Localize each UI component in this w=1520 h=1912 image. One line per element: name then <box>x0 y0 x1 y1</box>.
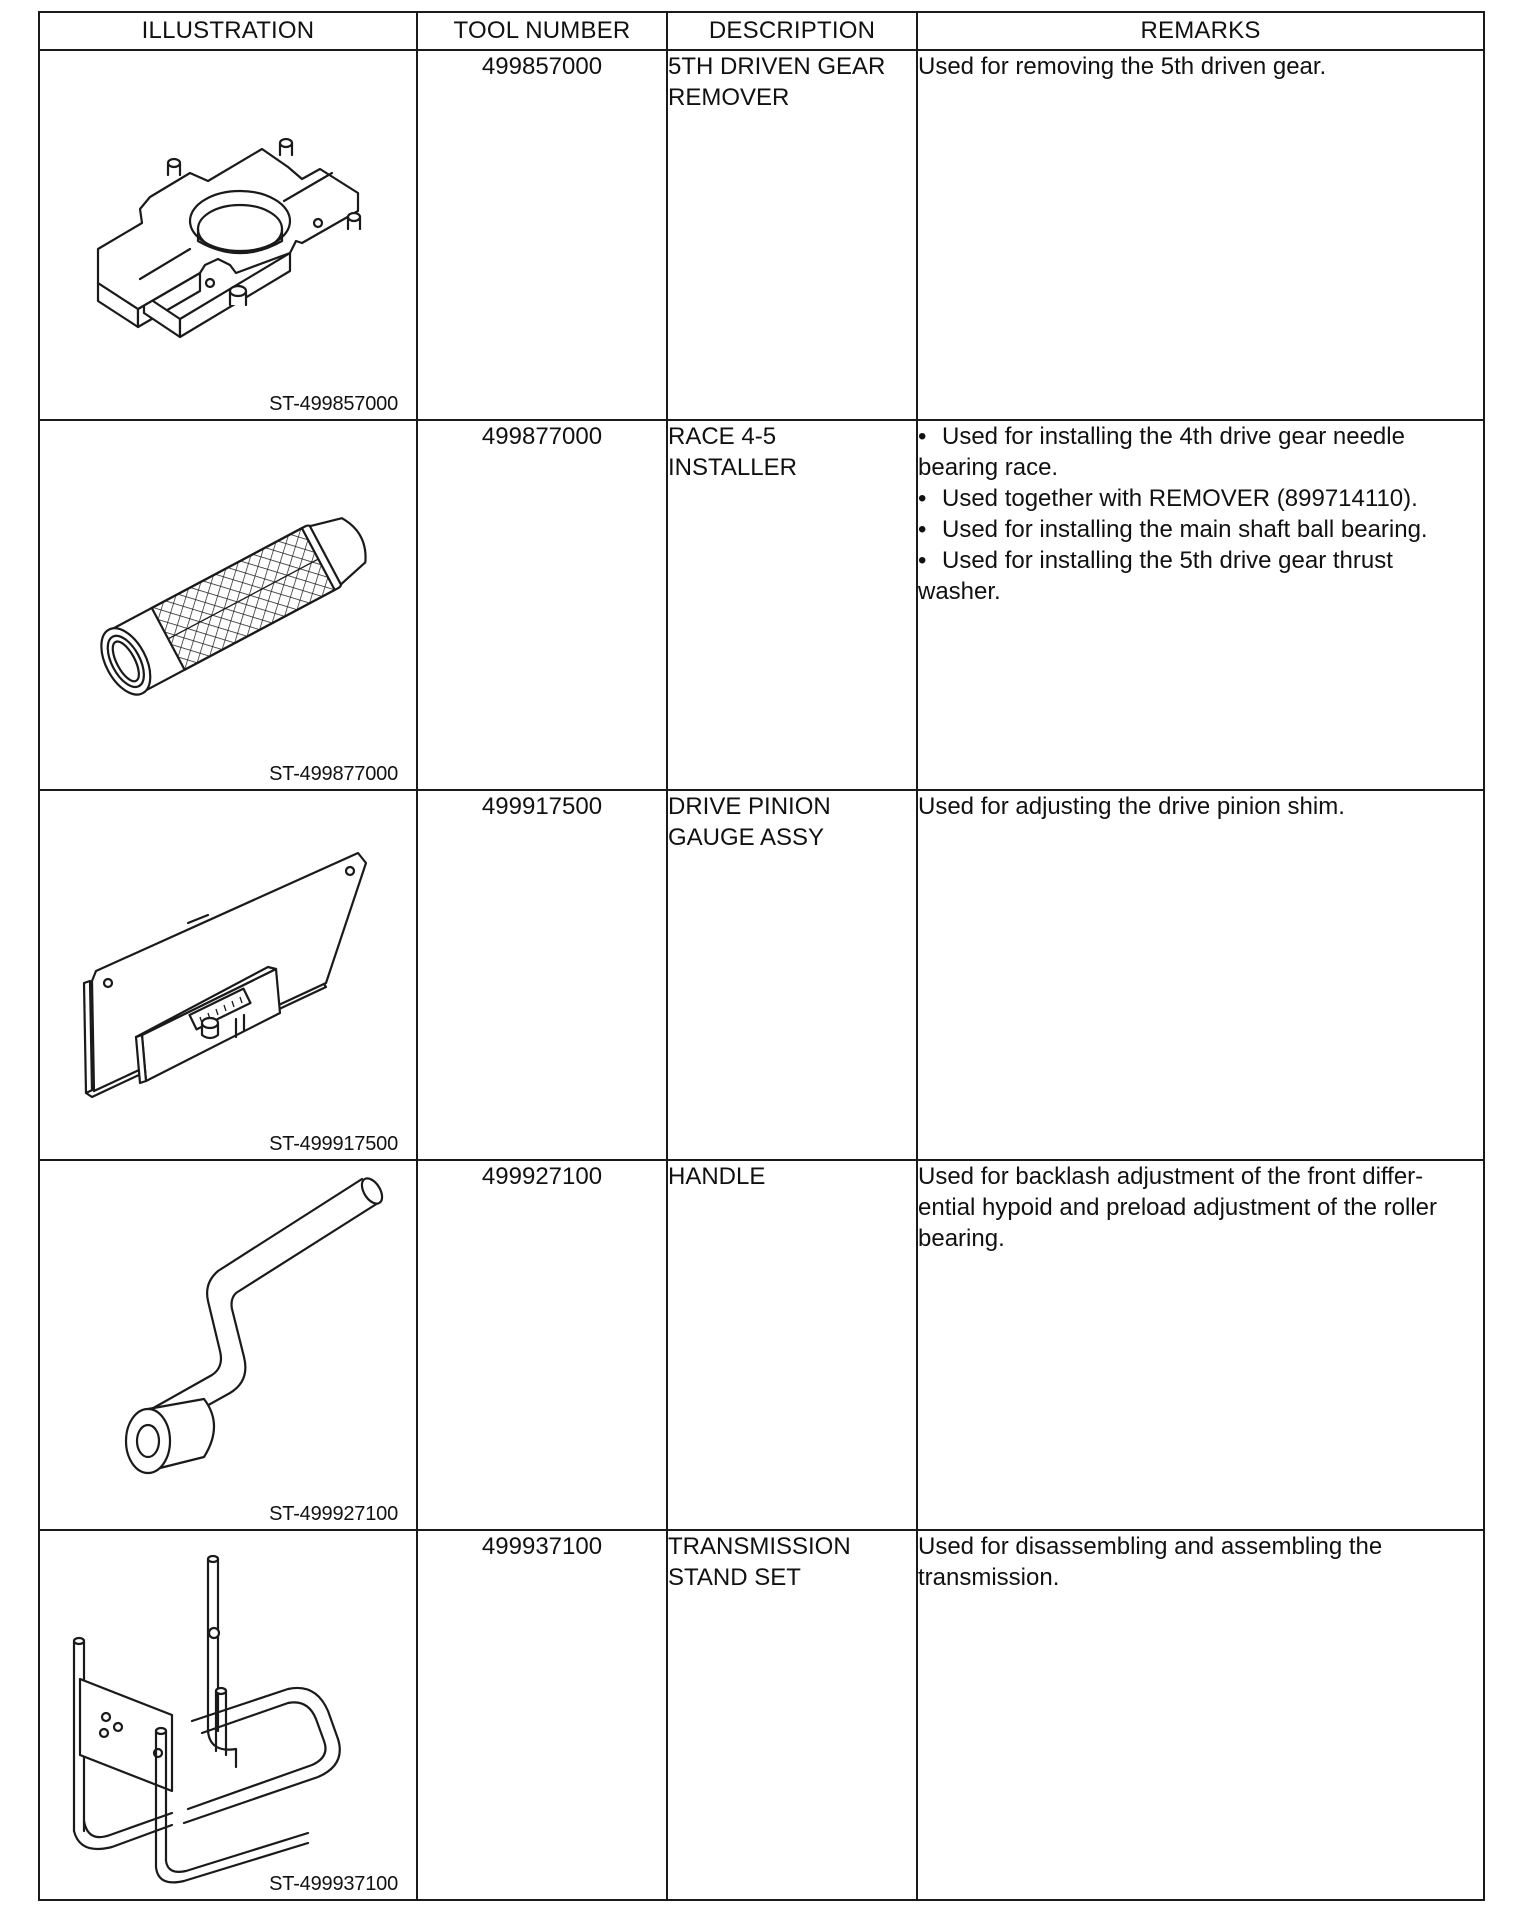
description-cell <box>667 1530 917 1900</box>
remarks-line: Used for disassembling and assembling the <box>918 1533 1383 1560</box>
description-cell <box>667 50 917 420</box>
tool-number: 499937100 <box>481 1533 603 1560</box>
description-line: HANDLE <box>668 1163 766 1190</box>
table-row <box>39 50 1484 420</box>
header-description: DESCRIPTION <box>667 12 917 50</box>
remark-bullet-text: bearing race. <box>918 454 1059 481</box>
table-row <box>39 420 1484 790</box>
tool-number: 499857000 <box>481 53 603 80</box>
illustration-cell <box>39 420 417 790</box>
remarks-cell <box>917 50 1484 420</box>
illustration-cell <box>39 790 417 1160</box>
tool-number-cell <box>417 50 667 420</box>
remark-bullet-text: Used together with REMOVER (899714110). <box>942 485 1418 512</box>
illustration-code: ST-499857000 <box>269 393 398 415</box>
remarks-cell <box>917 790 1484 1160</box>
table-row <box>39 790 1484 1160</box>
bullet-icon: • <box>918 423 927 450</box>
remark-bullet <box>918 545 1483 607</box>
bullet-icon: • <box>918 485 927 512</box>
header-row <box>39 12 1484 50</box>
remark-bullet-text: Used for installing the main shaft ball bearing. <box>942 516 1428 543</box>
remarks-cell <box>917 420 1484 790</box>
remarks-line: ential hypoid and preload adjustment of the roller <box>918 1194 1437 1221</box>
description-line: RACE 4-5 <box>668 423 777 450</box>
illustration-code: ST-499917500 <box>269 1133 398 1155</box>
header-tool-number: TOOL NUMBER <box>417 12 667 50</box>
tool-number-cell <box>417 420 667 790</box>
pinion-gauge-drawing <box>40 791 418 1159</box>
remarks-cell <box>917 1530 1484 1900</box>
race-installer-drawing <box>40 421 418 789</box>
handle-drawing <box>40 1161 418 1529</box>
illustration-code: ST-499927100 <box>269 1503 398 1525</box>
tool-number: 499917500 <box>481 793 603 820</box>
tool-number-cell <box>417 1160 667 1530</box>
description-line: TRANSMISSION <box>668 1533 851 1560</box>
description-line: DRIVE PINION <box>668 793 831 820</box>
bullet-icon: • <box>918 516 927 543</box>
description-line: INSTALLER <box>668 454 797 481</box>
tool-number-cell <box>417 790 667 1160</box>
bullet-icon: • <box>918 547 927 574</box>
remarks-line: Used for removing the 5th driven gear. <box>918 53 1327 80</box>
description-cell <box>667 790 917 1160</box>
remarks-line: transmission. <box>918 1564 1060 1591</box>
table-row <box>39 1160 1484 1530</box>
tool-number: 499877000 <box>481 423 603 450</box>
remarks-cell <box>917 1160 1484 1530</box>
description-line: REMOVER <box>668 84 790 111</box>
special-tools-table <box>38 11 1485 1901</box>
description-line: GAUGE ASSY <box>668 824 825 851</box>
gear-remover-drawing <box>40 51 418 419</box>
remark-bullet <box>918 421 1483 483</box>
remark-bullet-text: washer. <box>918 578 1001 605</box>
header-illustration: ILLUSTRATION <box>39 12 417 50</box>
description-cell <box>667 1160 917 1530</box>
header-remarks: REMARKS <box>917 12 1484 50</box>
remarks-line: Used for adjusting the drive pinion shim. <box>918 793 1345 820</box>
illustration-code: ST-499877000 <box>269 763 398 785</box>
illustration-code: ST-499937100 <box>269 1873 398 1895</box>
remarks-line: bearing. <box>918 1225 1005 1252</box>
description-cell <box>667 420 917 790</box>
remark-bullet <box>918 514 1483 545</box>
remarks-line: Used for backlash adjustment of the front differ- <box>918 1163 1424 1190</box>
tool-number: 499927100 <box>481 1163 603 1190</box>
illustration-cell <box>39 1530 417 1900</box>
tool-number-cell <box>417 1530 667 1900</box>
remark-bullet-text: Used for installing the 5th drive gear thrust <box>942 547 1393 574</box>
description-line: 5TH DRIVEN GEAR <box>668 53 886 80</box>
remark-bullet-text: Used for installing the 4th drive gear needle <box>942 423 1405 450</box>
stand-set-drawing <box>40 1531 418 1899</box>
table-row <box>39 1530 1484 1900</box>
description-line: STAND SET <box>668 1564 801 1591</box>
remark-bullet <box>918 483 1483 514</box>
illustration-cell <box>39 50 417 420</box>
illustration-cell <box>39 1160 417 1530</box>
